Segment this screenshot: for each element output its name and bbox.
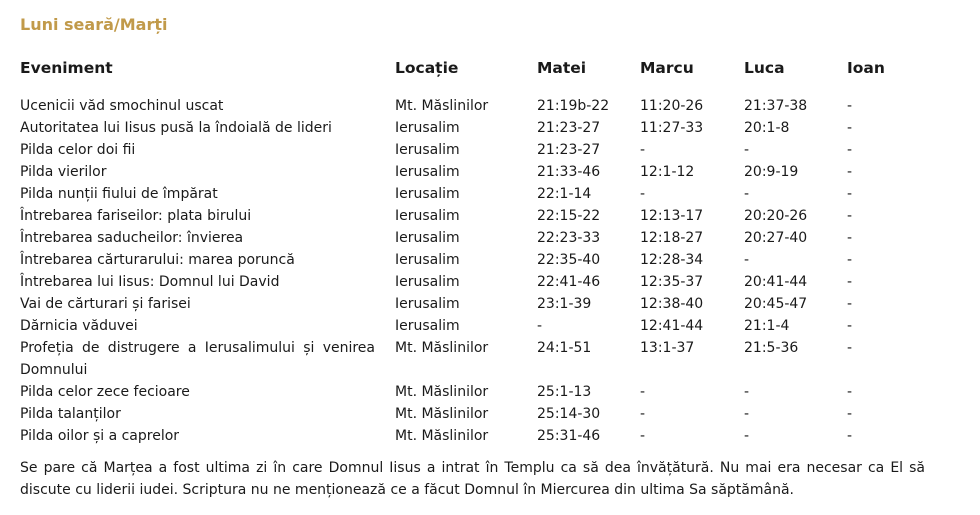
events-table	[20, 57, 960, 447]
header-luca: Luca	[744, 59, 785, 77]
cell-location: Mt. Măslinilor	[395, 340, 489, 356]
cell-ioan: -	[847, 230, 853, 246]
cell-event: Pilda vierilor	[20, 164, 107, 180]
cell-luca: 20:1-8	[744, 120, 790, 136]
table-header-row	[20, 57, 960, 95]
cell-marcu: 11:27-33	[640, 120, 704, 136]
cell-marcu: 11:20-26	[640, 98, 704, 114]
cell-marcu: 12:18-27	[640, 230, 704, 246]
cell-matei: -	[537, 318, 543, 334]
cell-luca: 20:27-40	[744, 230, 808, 246]
cell-luca: 20:20-26	[744, 208, 808, 224]
cell-luca: 21:1-4	[744, 318, 790, 334]
cell-matei: 22:23-33	[537, 230, 601, 246]
cell-ioan: -	[847, 120, 853, 136]
cell-event: Întrebarea cărturarului: marea poruncă	[20, 252, 295, 268]
cell-marcu: 13:1-37	[640, 340, 695, 356]
cell-event: Pilda celor zece fecioare	[20, 384, 190, 400]
cell-matei: 23:1-39	[537, 296, 592, 312]
cell-luca: -	[744, 384, 750, 400]
cell-ioan: -	[847, 318, 853, 334]
table-row	[20, 403, 960, 425]
cell-ioan: -	[847, 428, 853, 444]
table-row	[20, 205, 960, 227]
table-row	[20, 381, 960, 403]
header-ioan: Ioan	[847, 59, 885, 77]
cell-location: Mt. Măslinilor	[395, 428, 489, 444]
cell-location: Ierusalim	[395, 164, 460, 180]
cell-marcu: 12:35-37	[640, 274, 704, 290]
cell-ioan: -	[847, 406, 853, 422]
cell-location: Ierusalim	[395, 230, 460, 246]
cell-luca: 21:37-38	[744, 98, 808, 114]
cell-luca: -	[744, 142, 750, 158]
cell-event: Întrebarea saducheilor: învierea	[20, 230, 244, 246]
cell-marcu: -	[640, 428, 646, 444]
cell-marcu: -	[640, 186, 646, 202]
cell-matei: 22:35-40	[537, 252, 601, 268]
cell-ioan: -	[847, 98, 853, 114]
table-row	[20, 315, 960, 337]
cell-ioan: -	[847, 340, 853, 356]
header-location: Locație	[395, 59, 459, 77]
table-row	[20, 271, 960, 293]
cell-matei: 22:1-14	[537, 186, 592, 202]
table-row	[20, 249, 960, 271]
cell-event: Întrebarea fariseilor: plata birului	[20, 208, 252, 224]
cell-marcu: 12:38-40	[640, 296, 704, 312]
cell-location: Ierusalim	[395, 274, 460, 290]
cell-ioan: -	[847, 296, 853, 312]
cell-event: Ucenicii văd smochinul uscat	[20, 98, 224, 114]
cell-ioan: -	[847, 142, 853, 158]
table-row	[20, 227, 960, 249]
cell-marcu: 12:13-17	[640, 208, 704, 224]
cell-matei: 21:33-46	[537, 164, 601, 180]
cell-matei: 25:14-30	[537, 406, 601, 422]
cell-ioan: -	[847, 252, 853, 268]
cell-location: Ierusalim	[395, 208, 460, 224]
cell-matei: 22:15-22	[537, 208, 601, 224]
cell-location: Ierusalim	[395, 296, 460, 312]
cell-matei: 25:31-46	[537, 428, 601, 444]
cell-matei: 21:23-27	[537, 120, 601, 136]
table-row	[20, 425, 960, 447]
cell-marcu: -	[640, 142, 646, 158]
cell-location: Ierusalim	[395, 186, 460, 202]
cell-location: Mt. Măslinilor	[395, 384, 489, 400]
header-marcu: Marcu	[640, 59, 694, 77]
cell-marcu: -	[640, 384, 646, 400]
cell-luca: 21:5-36	[744, 340, 799, 356]
cell-location: Mt. Măslinilor	[395, 406, 489, 422]
cell-location: Ierusalim	[395, 120, 460, 136]
cell-marcu: 12:41-44	[640, 318, 704, 334]
cell-location: Mt. Măslinilor	[395, 98, 489, 114]
cell-luca: -	[744, 406, 750, 422]
cell-luca: -	[744, 252, 750, 268]
cell-event: Pilda talanților	[20, 406, 121, 422]
header-matei: Matei	[537, 59, 587, 77]
cell-matei: 22:41-46	[537, 274, 601, 290]
cell-marcu: -	[640, 406, 646, 422]
footer-paragraph: Se pare că Marțea a fost ultima zi în care Domnul Iisus a intrat în Templu ca să dea învățătură. Nu mai era necesar ca El să discute cu liderii iudei. Scriptura nu ne menționează ce a făcut Domnul în Miercurea din ultima Sa săptămână.	[20, 460, 925, 498]
table-row	[20, 337, 960, 381]
table-row	[20, 161, 960, 183]
cell-luca: 20:9-19	[744, 164, 799, 180]
table-row	[20, 117, 960, 139]
header-event: Eveniment	[20, 59, 113, 77]
cell-marcu: 12:1-12	[640, 164, 695, 180]
cell-ioan: -	[847, 208, 853, 224]
cell-matei: 25:1-13	[537, 384, 592, 400]
cell-event: Întrebarea lui Iisus: Domnul lui David	[20, 274, 280, 290]
section-title: Luni seară/Marți	[20, 15, 168, 34]
table-row	[20, 293, 960, 315]
cell-ioan: -	[847, 384, 853, 400]
cell-location: Ierusalim	[395, 318, 460, 334]
cell-event: Pilda celor doi fii	[20, 142, 136, 158]
table-row	[20, 183, 960, 205]
cell-matei: 21:23-27	[537, 142, 601, 158]
cell-luca: -	[744, 428, 750, 444]
cell-location: Ierusalim	[395, 142, 460, 158]
cell-ioan: -	[847, 186, 853, 202]
cell-ioan: -	[847, 274, 853, 290]
cell-matei: 21:19b-22	[537, 98, 610, 114]
cell-event: Dărnicia văduvei	[20, 318, 138, 334]
cell-event: Vai de cărturari și farisei	[20, 296, 191, 312]
cell-matei: 24:1-51	[537, 340, 592, 356]
cell-event: Profeția de distrugere a Ierusalimului și venirea Domnului	[20, 340, 375, 378]
cell-event: Pilda nunții fiului de împărat	[20, 186, 218, 202]
table-row	[20, 139, 960, 161]
cell-marcu: 12:28-34	[640, 252, 704, 268]
cell-location: Ierusalim	[395, 252, 460, 268]
cell-ioan: -	[847, 164, 853, 180]
table-body	[20, 95, 960, 447]
cell-luca: 20:45-47	[744, 296, 808, 312]
table-row	[20, 95, 960, 117]
cell-luca: 20:41-44	[744, 274, 808, 290]
cell-luca: -	[744, 186, 750, 202]
cell-event: Pilda oilor și a caprelor	[20, 428, 180, 444]
cell-event: Autoritatea lui Iisus pusă la îndoială de lideri	[20, 120, 332, 136]
